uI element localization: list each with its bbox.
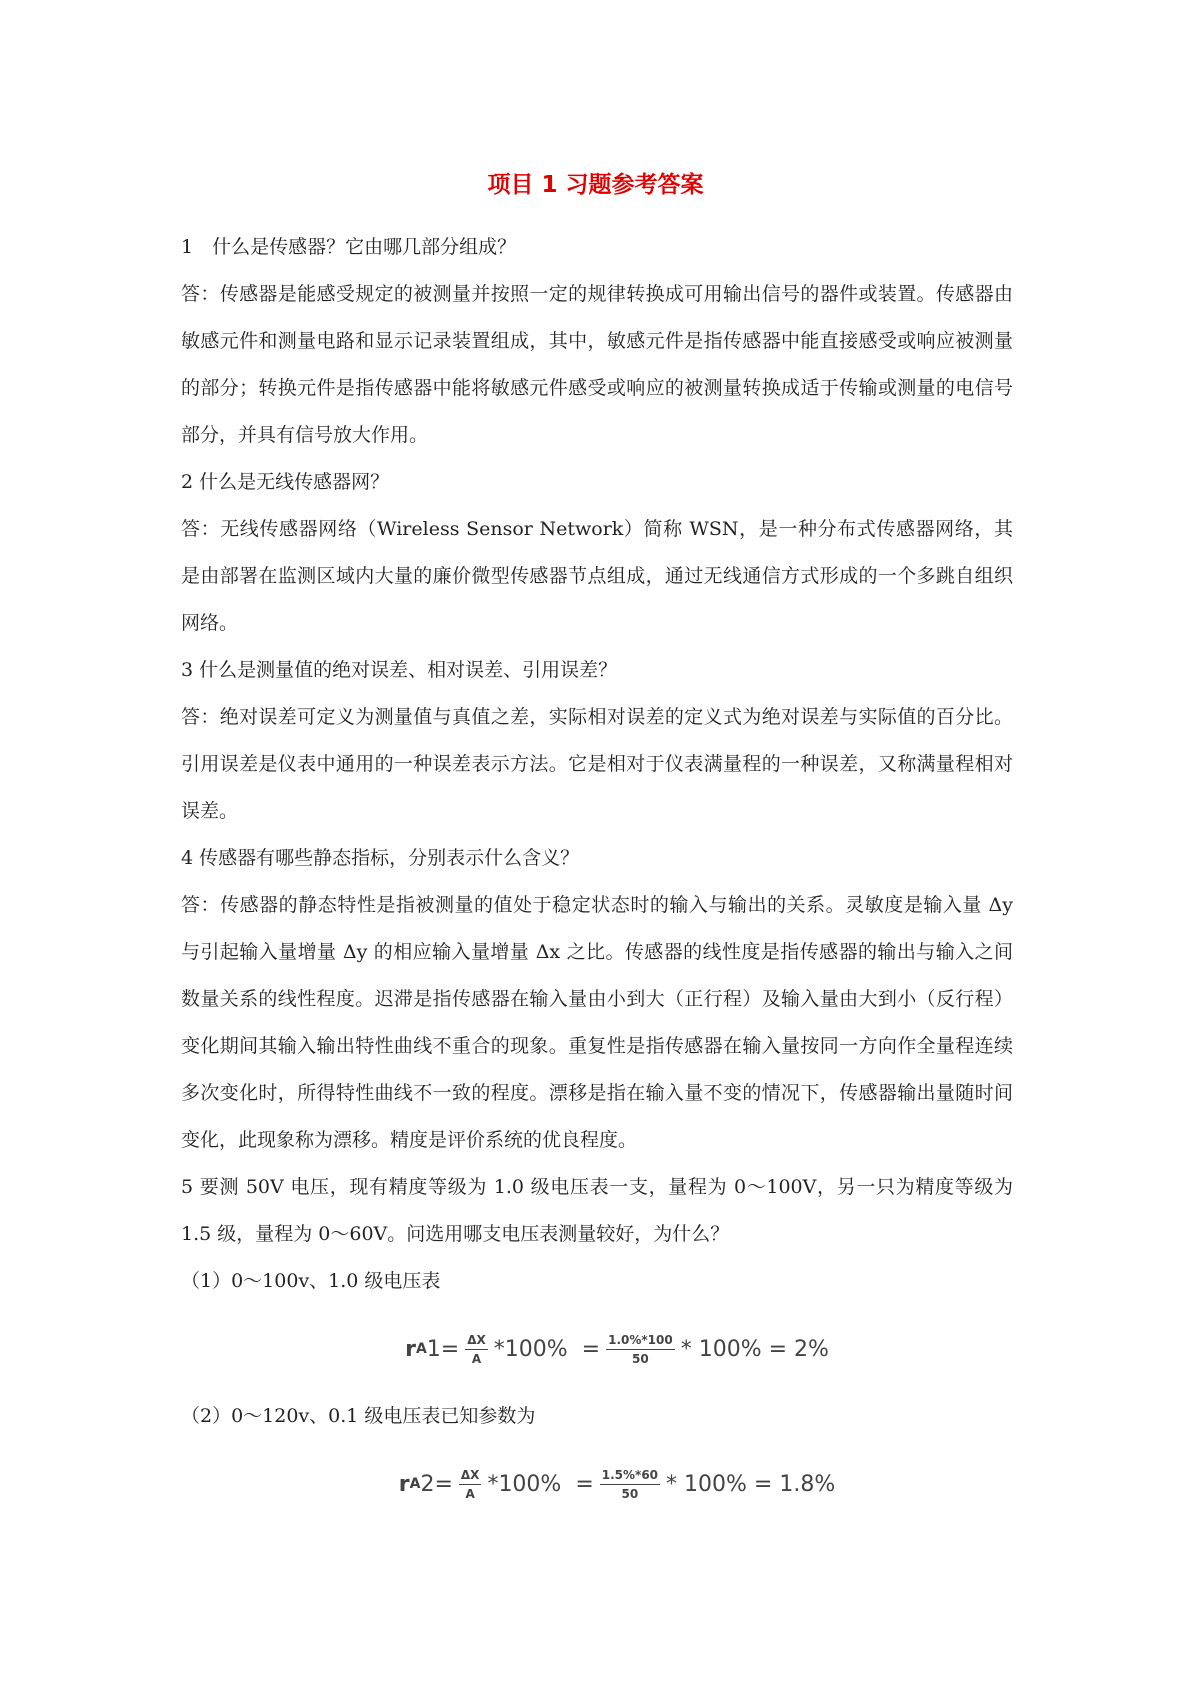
formula-1-fraction-a-den: A	[471, 1351, 482, 1366]
answer-1: 答：传感器是能感受规定的被测量并按照一定的规律转换成可用输出信号的器件或装置。传感器由敏感元件和测量电路和显示记录装置组成，其中，敏感元件是指传感器中能直接感受或响应被测量的部分；转换元件是指传感器中能将敏感元件感受或响应的被测量转换成适于传输或测量的电信号部分，并具有信号放大作用。	[181, 283, 1013, 446]
formula-2-fraction-b-num: 1.5%*60	[600, 1467, 660, 1485]
formula-1-symbol: r	[405, 1336, 416, 1362]
formula-1-middle: *100% =	[493, 1336, 601, 1362]
formula-2-result: * 100% = 1.8%	[666, 1471, 836, 1497]
question-4: 4 传感器有哪些静态指标，分别表示什么含义？	[181, 847, 580, 869]
case-1-label: （1）0～100v、1.0 级电压表	[181, 1270, 441, 1292]
formula-2-fraction-a	[459, 1467, 482, 1502]
question-5: 5 要测 50V 电压，现有精度等级为 1.0 级电压表一支，量程为 0～100V，另一只为精度等级为 1.5 级，量程为 0～60V。问选用哪支电压表测量较好，为什么？	[181, 1176, 1013, 1245]
answer-3: 答：绝对误差可定义为测量值与真值之差，实际相对误差的定义式为绝对误差与实际值的百分比。引用误差是仪表中通用的一种误差表示方法。它是相对于仪表满量程的一种误差，又称满量程相对误差。	[181, 706, 1013, 822]
formula-2-middle: *100% =	[487, 1471, 594, 1497]
formula-2-symbol: r	[398, 1471, 410, 1497]
document-title: 项目 1 习题参考答案	[487, 172, 704, 198]
formula-1-subscript: A	[415, 1340, 427, 1357]
formula-1-fraction-b-num: 1.0%*100	[606, 1332, 675, 1350]
formula-2-index: 2=	[420, 1471, 453, 1497]
answer-2: 答：无线传感器网络（Wireless Sensor Network）简称 WSN，是一种分布式传感器网络，其是由部署在监测区域内大量的廉价微型传感器节点组成，通过无线通信方式形成的一个多跳自组织网络。	[181, 518, 1013, 634]
case-2-label: （2）0～120v、0.1 级电压表已知参数为	[181, 1405, 536, 1427]
formula-1-fraction-b-den: 50	[632, 1351, 649, 1366]
formula-2-fraction-a-num: ΔX	[459, 1467, 482, 1485]
formula-2-fraction-b	[600, 1467, 660, 1502]
formula-1-fraction-b	[606, 1332, 675, 1367]
formula-2-subscript: A	[409, 1475, 421, 1492]
question-3: 3 什么是测量值的绝对误差、相对误差、引用误差？	[181, 659, 618, 681]
document-body	[181, 224, 1013, 1528]
question-2: 2 什么是无线传感器网？	[181, 471, 390, 493]
formula-1-result: * 100% = 2%	[680, 1336, 829, 1362]
formula-1-index: 1=	[426, 1336, 460, 1362]
formula-2-fraction-a-den: A	[465, 1486, 475, 1501]
formula-2-fraction-b-den: 50	[621, 1486, 639, 1501]
question-1: 1 什么是传感器？它由哪几部分组成？	[181, 236, 517, 258]
formula-1-fraction-a	[465, 1332, 488, 1367]
answer-4: 答：传感器的静态特性是指被测量的值处于稳定状态时的输入与输出的关系。灵敏度是输入量 Δy 与引起输入量增量 Δy 的相应输入量增量 Δx 之比。传感器的线性度是指传感器的输出与输入之间数量关系的线性程度。迟滞是指传感器在输入量由小到大（正行程）及输入量由大到小（反行程）变化期间其输入输出特性曲线不重合的现象。重复性是指传感器在输入量按同一方向作全量程连续多次变化时，所得特性曲线不一致的程度。漂移是指在输入量不变的情况下，传感器输出量随时间变化，此现象称为漂移。精度是评价系统的优良程度。	[181, 894, 1013, 1151]
formula-2	[221, 1440, 1013, 1528]
formula-1	[221, 1305, 1013, 1393]
formula-1-fraction-a-num: ΔX	[465, 1332, 488, 1350]
